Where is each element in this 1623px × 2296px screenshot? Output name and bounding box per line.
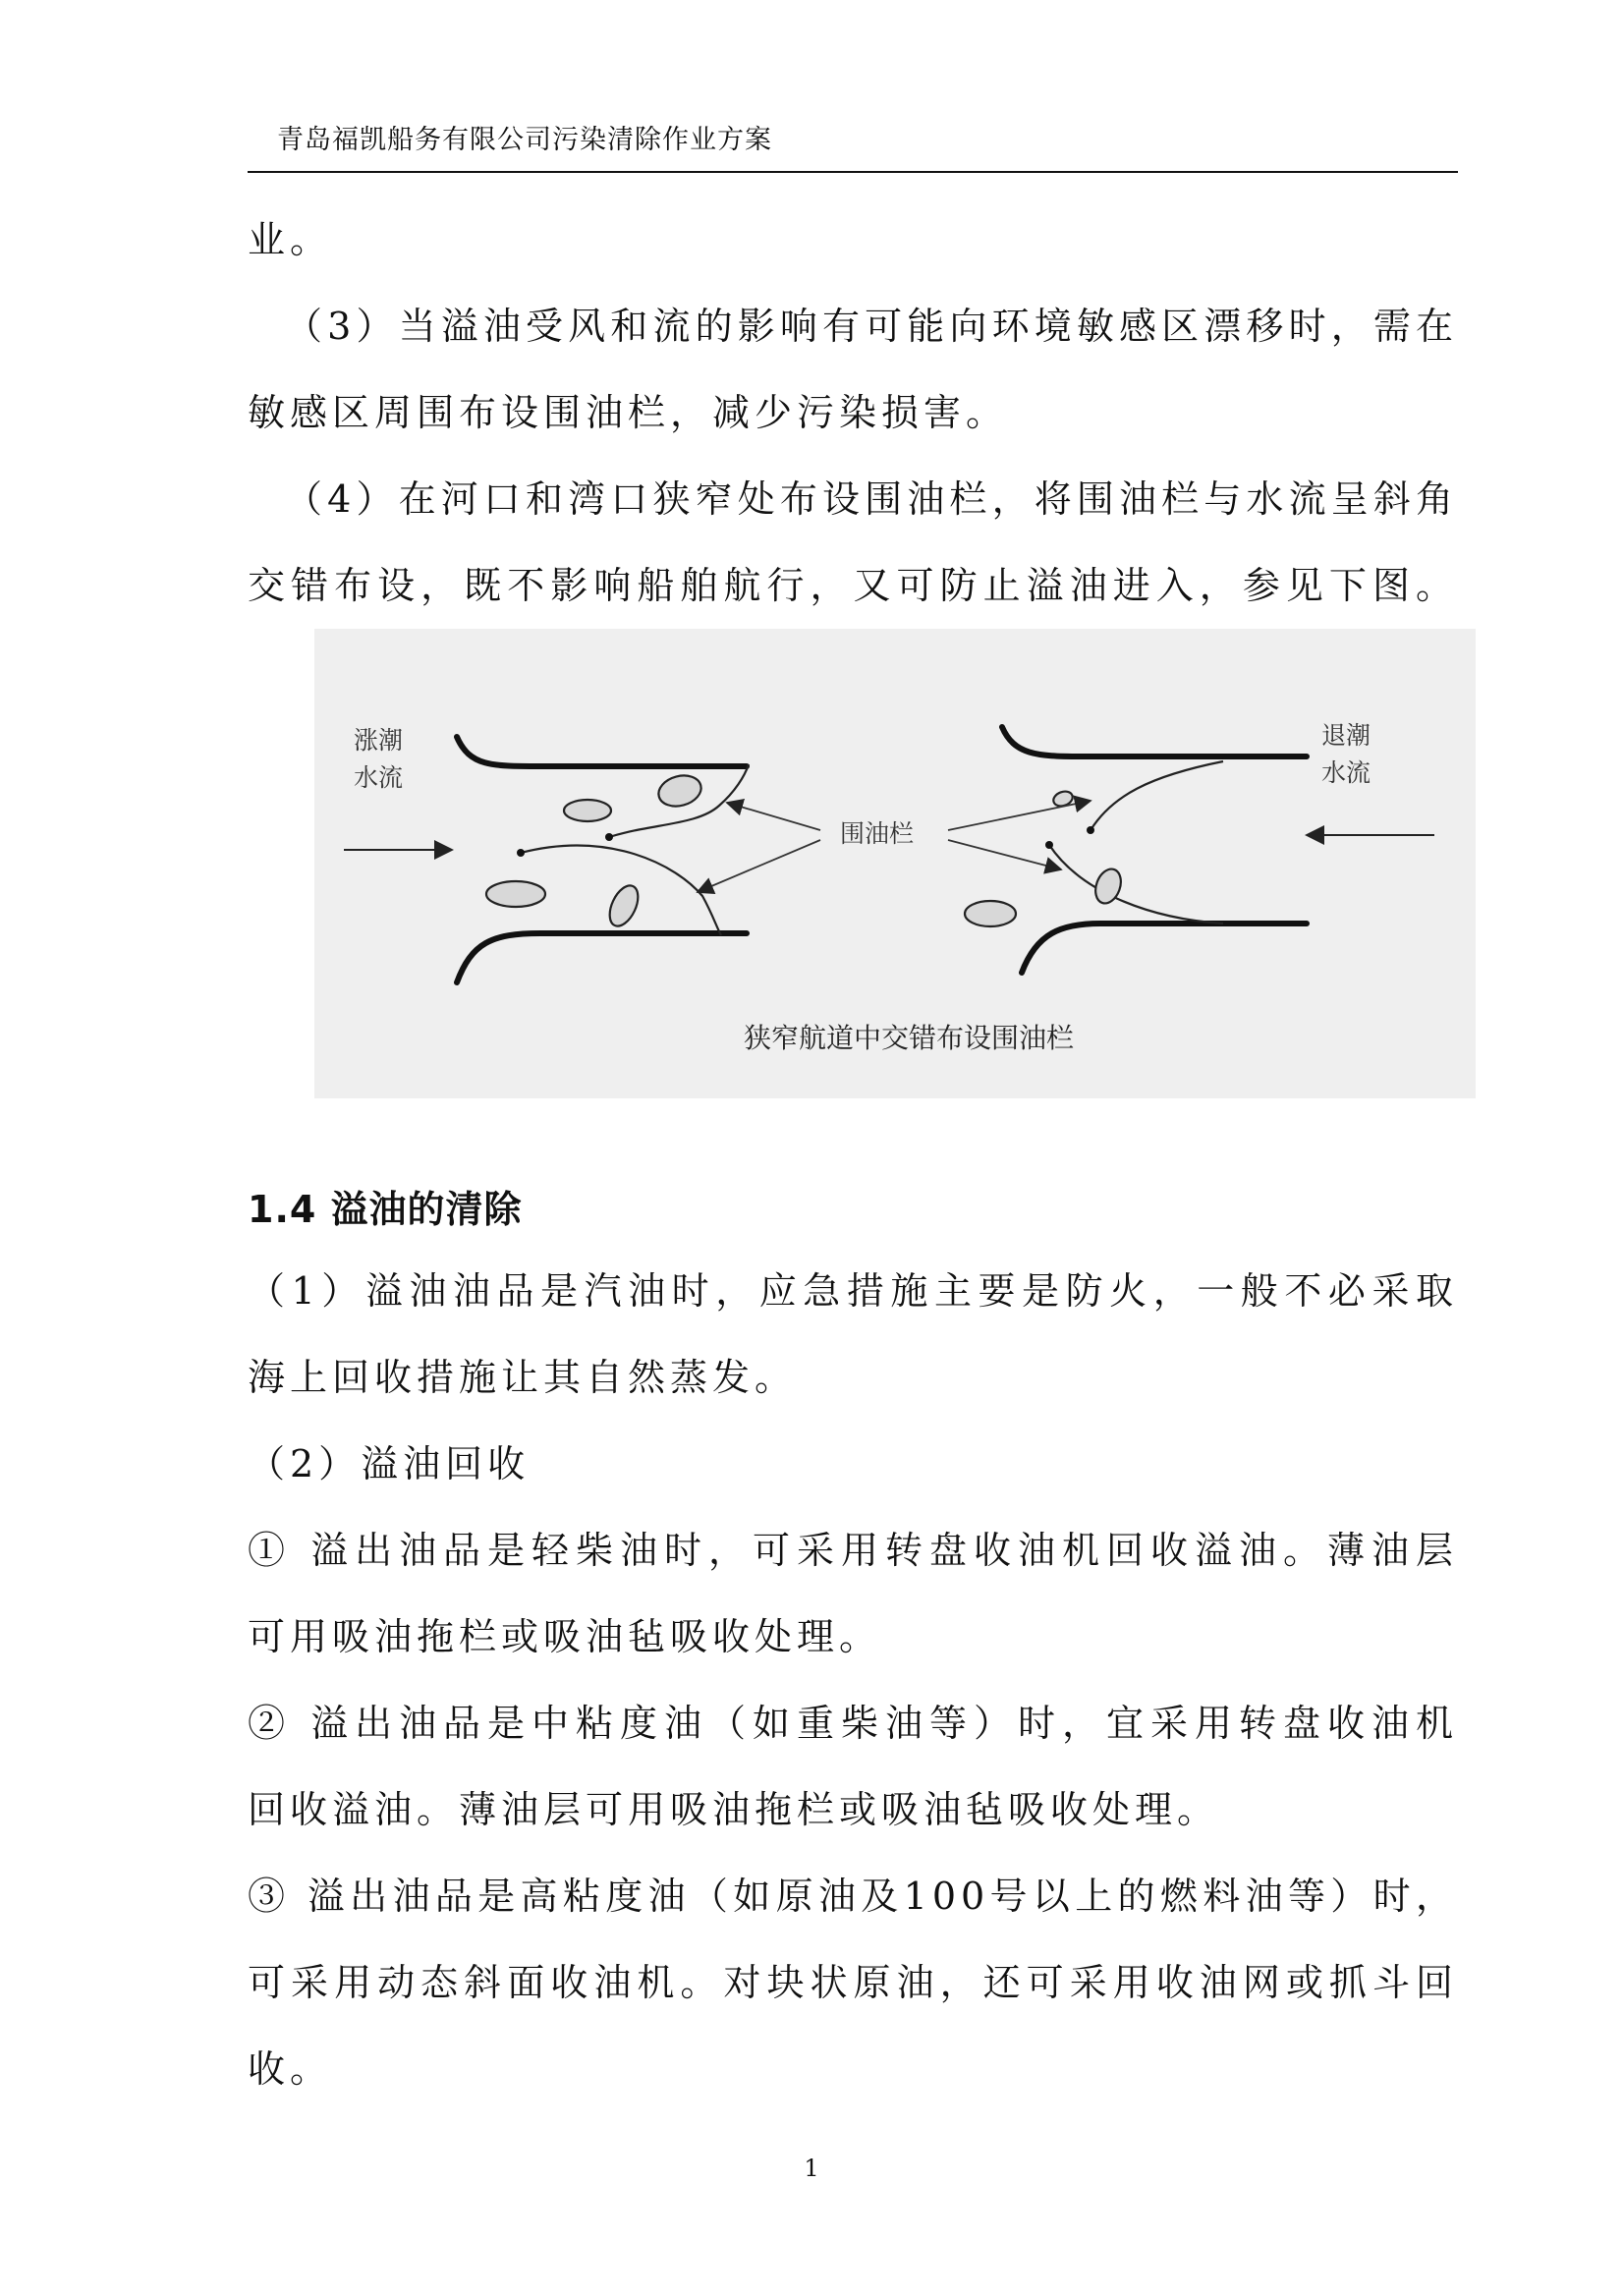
flood-tide-label: 涨潮 水流: [354, 726, 404, 792]
paragraph-line: （1）溢油油品是汽油时，应急措施主要是防火，一般不必采取: [248, 1269, 1458, 1313]
paragraph-line: 收。: [248, 2047, 333, 2091]
boom-anchors: [517, 826, 1094, 857]
ebb-tide-label: 退潮 水流: [1321, 721, 1371, 787]
page-header: [248, 110, 1458, 173]
oil-slicks: [486, 771, 1125, 930]
paragraph-line: （2）溢油回收: [248, 1442, 531, 1485]
paragraph-line: ③ 溢出油品是高粘度油（如原油及100号以上的燃料油等）时，: [248, 1875, 1458, 1918]
paragraph-line: 可采用动态斜面收油机。对块状原油，还可采用收油网或抓斗回: [248, 1961, 1458, 2004]
paragraph-line: ① 溢出油品是轻柴油时，可采用转盘收油机回收溢油。薄油层: [248, 1529, 1458, 1572]
section-heading: 1.4 溢油的清除: [248, 1188, 523, 1231]
oil-boom-label: 围油栏: [840, 819, 915, 848]
paragraph-line: 交错布设，既不影响船舶航行，又可防止溢油进入，参见下图。: [248, 564, 1458, 607]
paragraph-line: （3）当溢油受风和流的影响有可能向环境敏感区漂移时，需在: [285, 305, 1458, 348]
paragraph-line: 海上回收措施让其自然蒸发。: [248, 1356, 798, 1399]
paragraph-line: 业。: [248, 218, 333, 261]
figure-caption: 狭窄航道中交错布设围油栏: [743, 1022, 1074, 1054]
channel-banks: [457, 727, 1307, 982]
page-number: 1: [804, 2155, 819, 2182]
paragraph-line: 敏感区周围布设围油栏，减少污染损害。: [248, 391, 1009, 434]
paragraph-line: （4）在河口和湾口狭窄处布设围油栏，将围油栏与水流呈斜角: [285, 477, 1458, 521]
paragraph-line: ② 溢出油品是中粘度油（如重柴油等）时，宜采用转盘收油机: [248, 1702, 1458, 1745]
boom-layout-figure: [314, 629, 1476, 1098]
header-title: 青岛福凯船务有限公司污染清除作业方案: [277, 125, 772, 155]
paragraph-line: 回收溢油。薄油层可用吸油拖栏或吸油毡吸收处理。: [248, 1788, 1220, 1831]
paragraph-line: 可用吸油拖栏或吸油毡吸收处理。: [248, 1615, 882, 1658]
